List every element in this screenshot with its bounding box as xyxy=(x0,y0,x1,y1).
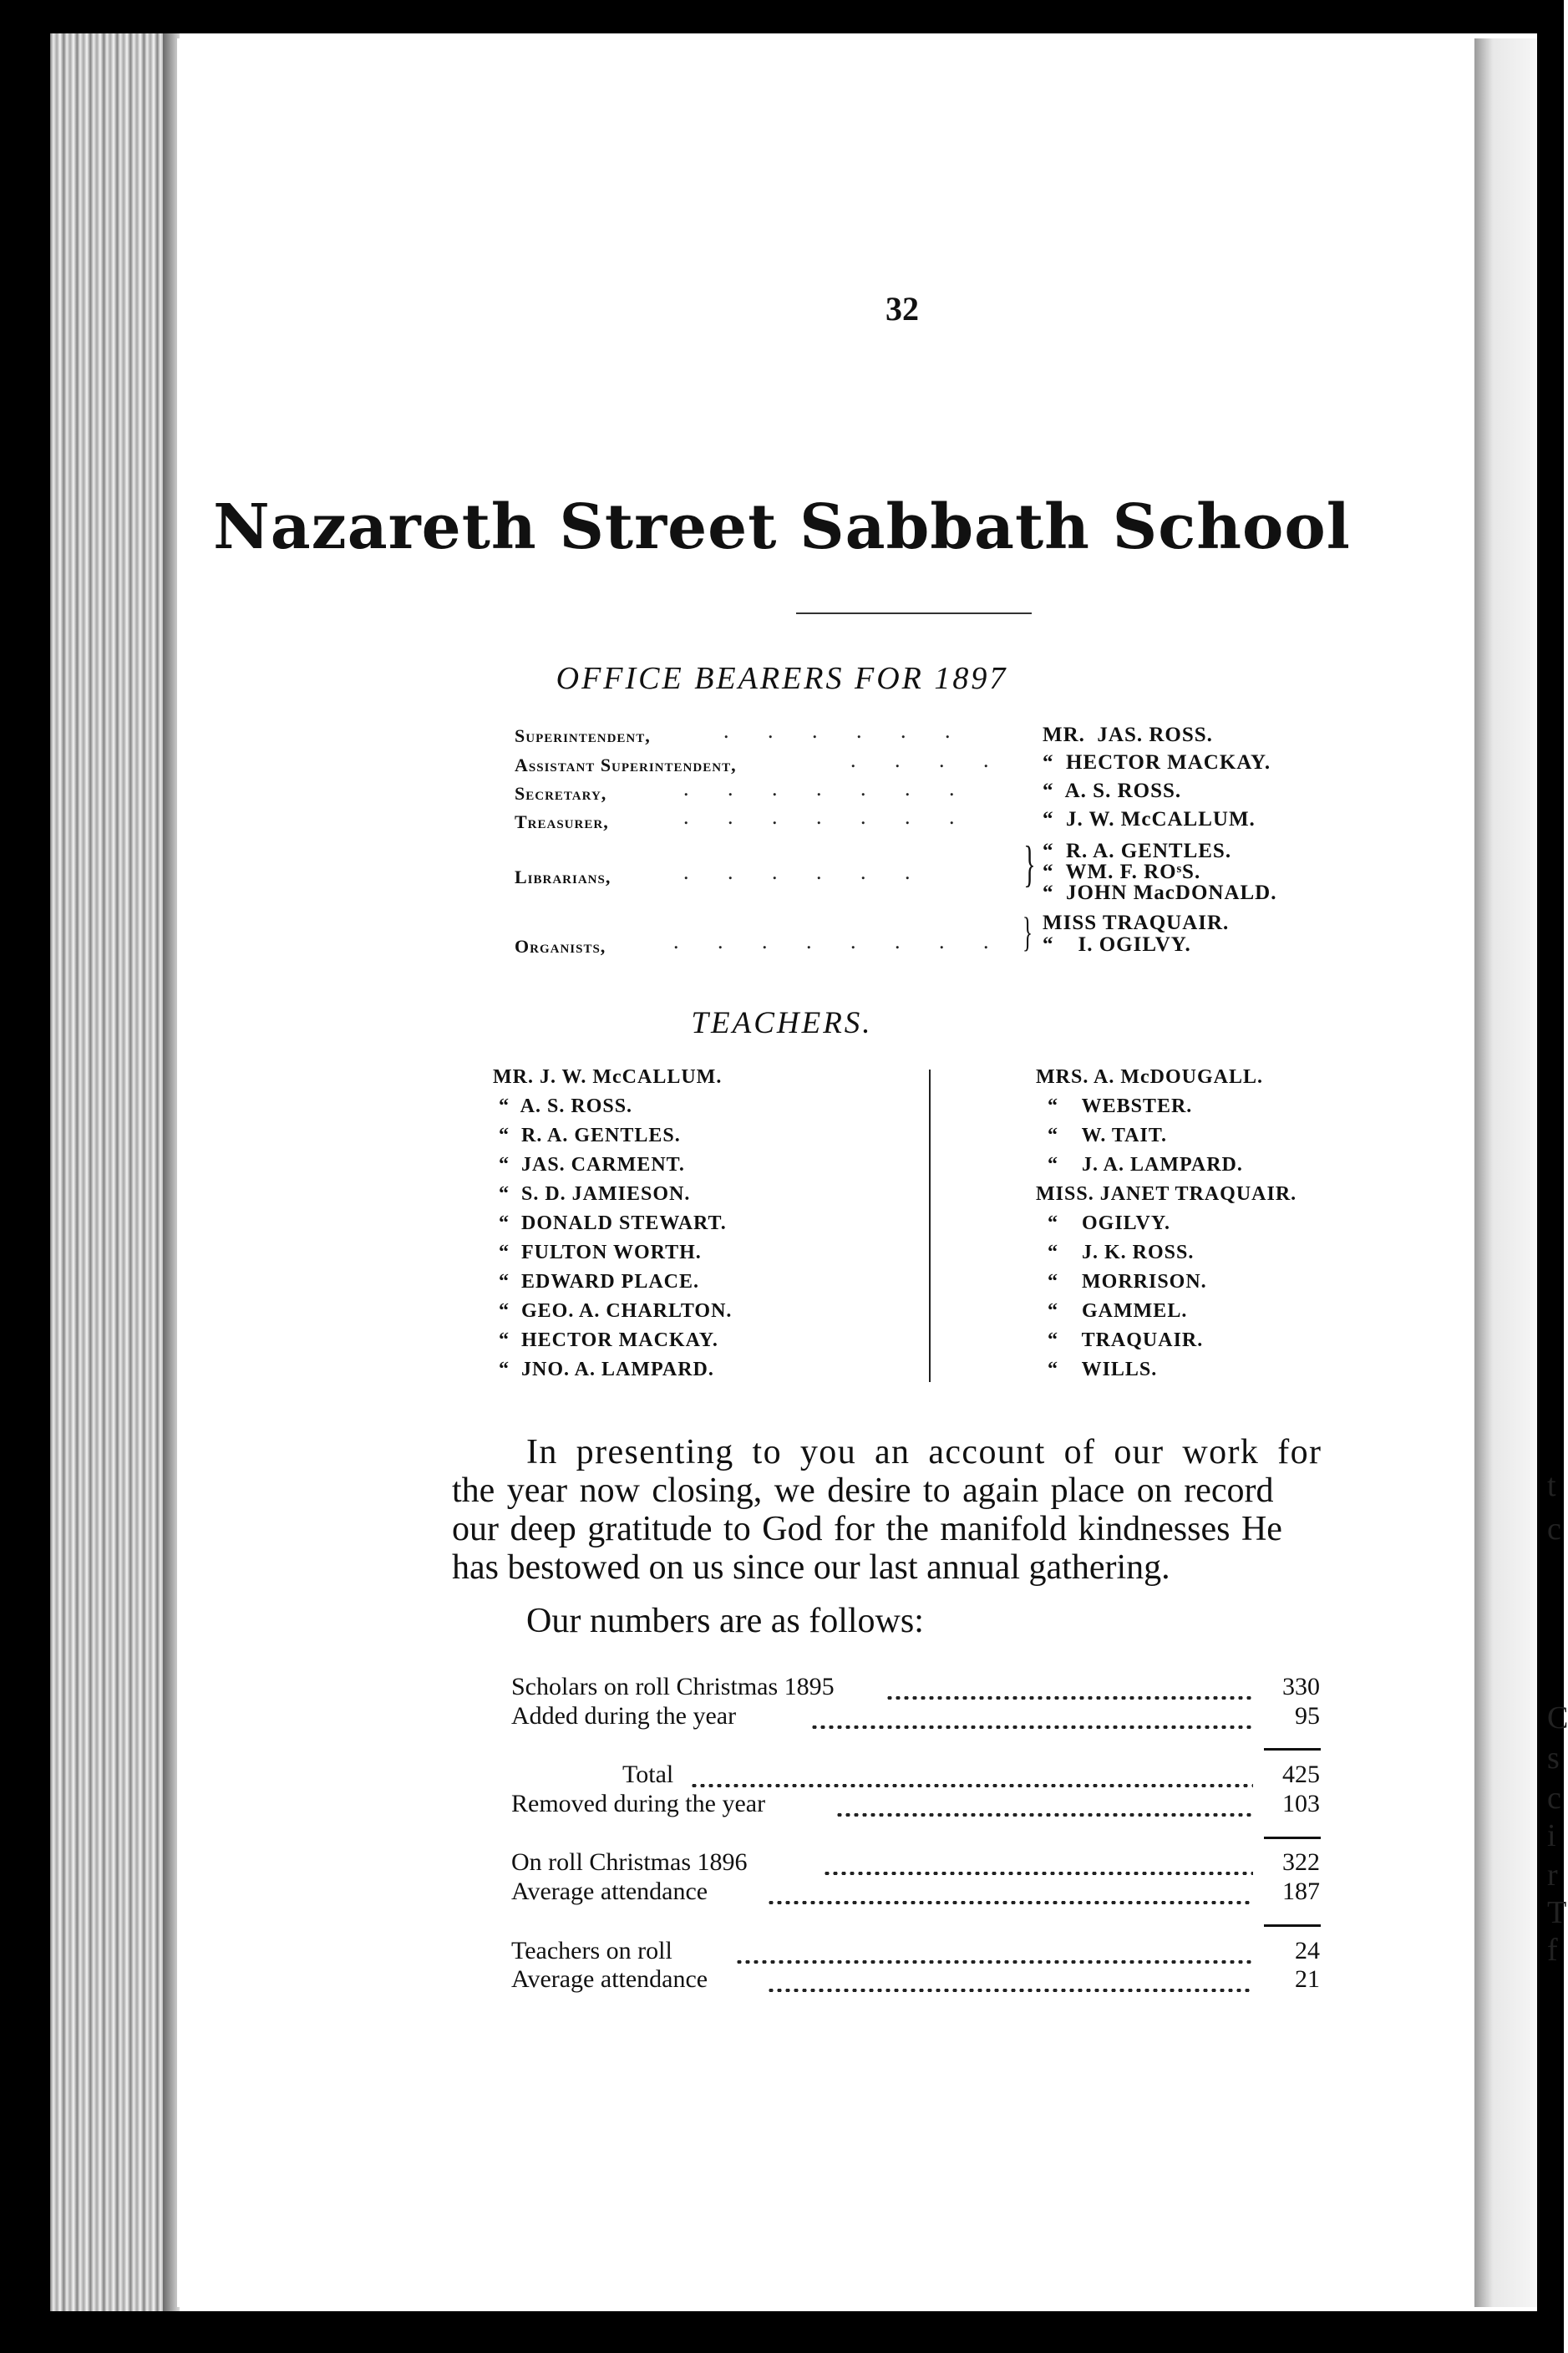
office-holder: “ JOHN MacDONALD. xyxy=(1043,882,1277,904)
stat-value: 24 xyxy=(1295,1937,1320,1964)
paragraph-line: our deep gratitude to God for the manifold kindnesses He xyxy=(452,1510,1282,1548)
column-divider xyxy=(929,1070,931,1382)
scan-border-left xyxy=(0,0,50,2353)
teachers-heading: TEACHERS. xyxy=(691,1006,873,1040)
office-holder: “ HECTOR MACKAY. xyxy=(1043,751,1271,774)
office-holder: MISS TRAQUAIR. xyxy=(1043,912,1230,934)
adjacent-page-letter: c xyxy=(1547,1781,1561,1816)
adjacent-page-letter: s xyxy=(1547,1741,1560,1776)
dot-leader xyxy=(810,1725,1253,1729)
stat-value: 425 xyxy=(1282,1761,1320,1788)
page-number: 32 xyxy=(885,290,919,328)
stat-value: 322 xyxy=(1282,1848,1320,1876)
teacher-left: “ HECTOR MACKAY. xyxy=(493,1329,718,1351)
office-bearers-heading: OFFICE BEARERS FOR 1897 xyxy=(556,661,1008,696)
stat-value: 95 xyxy=(1295,1702,1320,1730)
adjacent-page-letter: i xyxy=(1547,1818,1556,1853)
book-page-edges xyxy=(50,33,175,2311)
dot-leader xyxy=(835,1813,1253,1817)
stat-label: Scholars on roll Christmas 1895 xyxy=(511,1673,835,1700)
teacher-left: “ JNO. A. LAMPARD. xyxy=(493,1359,714,1380)
teacher-left: “ A. S. ROSS. xyxy=(493,1095,633,1117)
dot-leader: . . . . . . . xyxy=(683,805,972,829)
scan-border-bottom xyxy=(0,2311,1564,2353)
dot-leader: . . . . . . . xyxy=(683,776,972,800)
stat-label: Teachers on roll xyxy=(511,1937,672,1964)
teacher-right: “ WEBSTER. xyxy=(1036,1095,1193,1117)
teacher-right: “ W. TAIT. xyxy=(1036,1125,1168,1146)
dot-leader xyxy=(767,1989,1253,1992)
adjacent-page-edge xyxy=(1474,38,1537,2307)
stat-label: On roll Christmas 1896 xyxy=(511,1848,748,1876)
stat-value: 103 xyxy=(1282,1790,1320,1817)
dot-leader xyxy=(690,1784,1253,1787)
dot-leader xyxy=(735,1960,1253,1964)
office-role: Treasurer, xyxy=(515,811,609,832)
teacher-left: “ DONALD STEWART. xyxy=(493,1212,727,1234)
office-holder: “ A. S. ROSS. xyxy=(1043,780,1182,802)
numbers-intro: Our numbers are as follows: xyxy=(526,1602,924,1640)
brace: } xyxy=(1022,908,1033,955)
teacher-left: “ R. A. GENTLES. xyxy=(493,1125,681,1146)
scan-border-top xyxy=(0,0,1564,33)
teacher-left: “ GEO. A. CHARLTON. xyxy=(493,1300,733,1322)
teacher-right: MRS. A. McDOUGALL. xyxy=(1036,1066,1263,1088)
adjacent-page-letter: c xyxy=(1547,1512,1561,1547)
brace: } xyxy=(1023,836,1036,892)
stat-label: Removed during the year xyxy=(511,1790,766,1817)
office-role: Organists, xyxy=(515,936,606,957)
teacher-right: MISS. JANET TRAQUAIR. xyxy=(1036,1183,1297,1205)
teacher-right: “ J. A. LAMPARD. xyxy=(1036,1154,1243,1176)
stat-label: Total xyxy=(622,1761,674,1788)
adjacent-page-letter: f xyxy=(1547,1933,1558,1968)
dot-leader xyxy=(885,1696,1253,1700)
teacher-left: MR. J. W. McCALLUM. xyxy=(493,1066,723,1088)
office-holder: “ WM. F. ROˢS. xyxy=(1043,861,1201,883)
dot-leader xyxy=(767,1901,1253,1904)
office-holder: “ J. W. McCALLUM. xyxy=(1043,808,1256,831)
teacher-left: “ S. D. JAMIESON. xyxy=(493,1183,691,1205)
dot-leader: . . . . . . xyxy=(683,860,927,884)
teacher-right: “ MORRISON. xyxy=(1036,1271,1207,1293)
office-role: Superintendent, xyxy=(515,725,651,746)
adjacent-page-letter: C xyxy=(1547,1700,1568,1736)
dot-leader xyxy=(823,1872,1253,1875)
office-holder: “ R. A. GENTLES. xyxy=(1043,840,1232,862)
scan-border-right xyxy=(1537,0,1568,2353)
adjacent-page-letter: r xyxy=(1547,1857,1558,1893)
page-title: Nazareth Street Sabbath School xyxy=(213,491,1351,563)
sum-rule xyxy=(1264,1748,1321,1751)
sum-rule xyxy=(1264,1837,1321,1839)
stat-label: Added during the year xyxy=(511,1702,737,1730)
teacher-right: “ TRAQUAIR. xyxy=(1036,1329,1204,1351)
stat-value: 21 xyxy=(1295,1965,1320,1993)
teacher-left: “ FULTON WORTH. xyxy=(493,1242,702,1263)
dot-leader: . . . . xyxy=(850,748,1006,772)
teacher-right: “ J. K. ROSS. xyxy=(1036,1242,1195,1263)
adjacent-page-letter: T xyxy=(1547,1895,1567,1930)
office-holder: “ I. OGILVY. xyxy=(1043,933,1191,956)
stat-label: Average attendance xyxy=(511,1878,708,1905)
paragraph-line: has bestowed on us since our last annual gathering. xyxy=(452,1548,1170,1587)
teacher-left: “ JAS. CARMENT. xyxy=(493,1154,685,1176)
stat-value: 330 xyxy=(1282,1673,1320,1700)
adjacent-page-letter: t xyxy=(1547,1468,1556,1503)
title-divider xyxy=(796,612,1032,614)
teacher-right: “ GAMMEL. xyxy=(1036,1300,1188,1322)
teacher-right: “ OGILVY. xyxy=(1036,1212,1170,1234)
stat-value: 187 xyxy=(1282,1878,1320,1905)
office-role: Librarians, xyxy=(515,866,611,887)
paragraph-line: the year now closing, we desire to again place on record xyxy=(452,1471,1274,1510)
teacher-right: “ WILLS. xyxy=(1036,1359,1158,1380)
office-holder: MR. JAS. ROSS. xyxy=(1043,724,1213,746)
office-role: Assistant Superintendent, xyxy=(515,755,737,775)
dot-leader: . . . . . . . . xyxy=(673,929,1006,953)
teacher-left: “ EDWARD PLACE. xyxy=(493,1271,700,1293)
dot-leader: . . . . . . xyxy=(723,719,967,743)
stat-label: Average attendance xyxy=(511,1965,708,1993)
paragraph-line: In presenting to you an account of our work for xyxy=(526,1433,1322,1471)
office-role: Secretary, xyxy=(515,783,607,804)
sum-rule xyxy=(1264,1924,1321,1927)
